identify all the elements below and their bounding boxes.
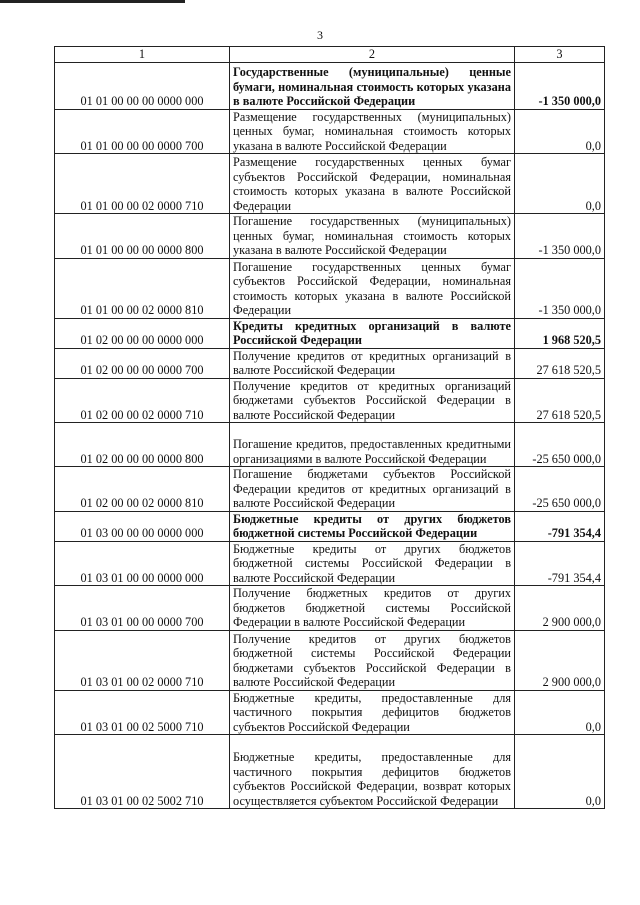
row-amount: 2 900 000,0 [515, 630, 605, 690]
row-name: Бюджетные кредиты, предоставленные для частичного покрытия дефицитов бюджетов субъектов Российской Федерации, возврат которых осуществляется субъектом Российской Федерации [230, 735, 515, 809]
table-row [55, 735, 605, 809]
row-amount: 0,0 [515, 690, 605, 735]
page-number: 3 [317, 28, 323, 42]
row-amount: 0,0 [515, 735, 605, 809]
table-row [55, 258, 605, 318]
row-name: Кредиты кредитных организаций в валюте Российской Федерации [230, 318, 515, 348]
row-name: Погашение кредитов, предоставленных кредитными организациями в валюте Российской Федерации [230, 423, 515, 467]
table-row [55, 423, 605, 467]
row-code: 01 02 00 00 00 0000 700 [55, 348, 230, 378]
row-amount: 0,0 [515, 154, 605, 214]
row-amount: 1 968 520,5 [515, 318, 605, 348]
table-row [55, 467, 605, 512]
row-code: 01 02 00 00 02 0000 710 [55, 378, 230, 423]
row-amount: 2 900 000,0 [515, 586, 605, 631]
row-code: 01 02 00 00 00 0000 000 [55, 318, 230, 348]
table-row [55, 378, 605, 423]
table-body [55, 62, 605, 809]
row-name: Государственные (муниципальные) ценные бумаги, номинальная стоимость которых указана в валюте Российской Федерации [230, 62, 515, 109]
row-name: Бюджетные кредиты от других бюджетов бюджетной системы Российской Федерации [230, 511, 515, 541]
row-code: 01 01 00 00 00 0000 700 [55, 109, 230, 154]
column-header-code: 1 [55, 47, 230, 63]
row-code: 01 03 01 00 00 0000 000 [55, 541, 230, 586]
row-code: 01 03 01 00 02 0000 710 [55, 630, 230, 690]
row-amount: 27 618 520,5 [515, 348, 605, 378]
row-name: Получение кредитов от других бюджетов бюджетной системы Российской Федерации бюджетами субъектов Российской Федерации в валюте Российской Федерации [230, 630, 515, 690]
row-amount: -25 650 000,0 [515, 467, 605, 512]
column-header-amount: 3 [515, 47, 605, 63]
table-row [55, 511, 605, 541]
row-name: Погашение государственных (муниципальных) ценных бумаг, номинальная стоимость которых указана в валюте Российской Федерации [230, 214, 515, 259]
row-name: Погашение государственных ценных бумаг субъектов Российской Федерации, номинальная стоимость которых указана в валюте Российской Федерации [230, 258, 515, 318]
row-name: Получение бюджетных кредитов от других бюджетов бюджетной системы Российской Федерации в валюте Российской Федерации [230, 586, 515, 631]
row-amount: -791 354,4 [515, 511, 605, 541]
table-row [55, 348, 605, 378]
row-amount: -1 350 000,0 [515, 258, 605, 318]
row-code: 01 01 00 00 00 0000 800 [55, 214, 230, 259]
row-amount: -791 354,4 [515, 541, 605, 586]
table-row [55, 109, 605, 154]
table-row [55, 690, 605, 735]
table-row [55, 541, 605, 586]
row-code: 01 03 01 00 02 5002 710 [55, 735, 230, 809]
table-row [55, 630, 605, 690]
table-row [55, 318, 605, 348]
row-name: Размещение государственных ценных бумаг субъектов Российской Федерации, номинальная стоимость которых указана в валюте Российской Федерации [230, 154, 515, 214]
table-row [55, 586, 605, 631]
row-name: Бюджетные кредиты от других бюджетов бюджетной системы Российской Федерации в валюте Российской Федерации [230, 541, 515, 586]
row-name: Погашение бюджетами субъектов Российской Федерации кредитов от кредитных организаций в валюте Российской Федерации [230, 467, 515, 512]
row-code: 01 03 01 00 00 0000 700 [55, 586, 230, 631]
row-amount: -1 350 000,0 [515, 62, 605, 109]
row-code: 01 02 00 00 00 0000 800 [55, 423, 230, 467]
top-rule [0, 0, 185, 3]
row-name: Получение кредитов от кредитных организаций в валюте Российской Федерации [230, 348, 515, 378]
row-name: Размещение государственных (муниципальных) ценных бумаг, номинальная стоимость которых указана в валюте Российской Федерации [230, 109, 515, 154]
row-amount: 0,0 [515, 109, 605, 154]
row-name: Бюджетные кредиты, предоставленные для частичного покрытия дефицитов бюджетов субъектов Российской Федерации [230, 690, 515, 735]
row-code: 01 02 00 00 02 0000 810 [55, 467, 230, 512]
row-code: 01 01 00 00 02 0000 710 [55, 154, 230, 214]
row-amount: -1 350 000,0 [515, 214, 605, 259]
table-row [55, 62, 605, 109]
row-code: 01 03 00 00 00 0000 000 [55, 511, 230, 541]
table-row [55, 154, 605, 214]
table-header-row [55, 47, 605, 63]
row-code: 01 01 00 00 02 0000 810 [55, 258, 230, 318]
row-name: Получение кредитов от кредитных организаций бюджетами субъектов Российской Федерации в валюте Российской Федерации [230, 378, 515, 423]
row-code: 01 03 01 00 02 5000 710 [55, 690, 230, 735]
row-amount: -25 650 000,0 [515, 423, 605, 467]
row-amount: 27 618 520,5 [515, 378, 605, 423]
budget-sources-table [54, 46, 605, 809]
row-code: 01 01 00 00 00 0000 000 [55, 62, 230, 109]
table-row [55, 214, 605, 259]
column-header-name: 2 [230, 47, 515, 63]
